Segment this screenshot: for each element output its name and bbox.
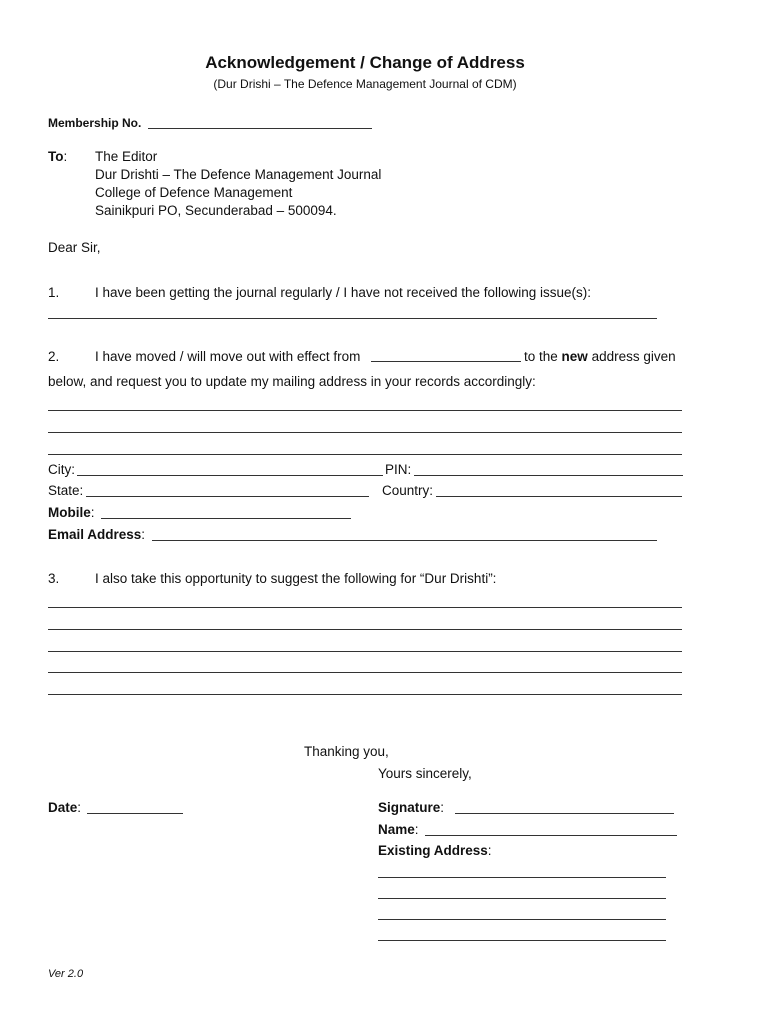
item2-text-c: address given [591,349,676,364]
name-field[interactable] [425,835,677,836]
city-label: City: [48,462,75,477]
date-colon: : [77,800,82,815]
pin-field[interactable] [414,475,683,476]
mobile-label-group [48,505,95,520]
recipient-line-1: The Editor [95,149,158,164]
name-label: Name [378,822,415,837]
signature-label: Signature [378,800,441,815]
version-label: Ver 2.0 [48,968,84,980]
recipient-line-4: Sainikpuri PO, Secunderabad – 500094. [95,203,337,218]
country-label: Country: [382,483,434,498]
suggestion-line-4[interactable] [48,672,682,673]
item1-issues-field[interactable] [48,318,657,319]
date-label: Date [48,800,78,815]
membership-number-field[interactable] [148,128,372,129]
state-label: State: [48,483,84,498]
item2-text-line2: below, and request you to update my mailing address in your records accordingly: [48,374,536,389]
recipient-line-2: Dur Drishti – The Defence Management Journal [95,167,382,182]
to-colon: : [63,149,68,164]
existing-address-line-4[interactable] [378,940,666,941]
date-label-group [48,800,81,815]
existing-address-colon: : [487,843,492,858]
item1-text: I have been getting the journal regularly / I have not received the following issue(s): [95,285,592,300]
recipient-line-3: College of Defence Management [95,185,293,200]
name-label-group [378,822,419,837]
new-address-line-3[interactable] [48,454,682,455]
to-label-group [48,149,67,164]
item2-text-b: to the [524,349,558,364]
date-field[interactable] [87,813,183,814]
email-label: Email Address [48,527,142,542]
city-field[interactable] [77,475,383,476]
item3-number: 3. [48,571,60,586]
yours-sincerely-text: Yours sincerely, [378,766,472,781]
item1-number: 1. [48,285,60,300]
signature-label-group [378,800,444,815]
membership-label: Membership No. [48,116,142,130]
mobile-label: Mobile [48,505,91,520]
name-colon: : [414,822,419,837]
signature-field[interactable] [455,813,674,814]
suggestion-line-3[interactable] [48,651,682,652]
country-field[interactable] [436,496,682,497]
item2-text-b-group [524,349,676,364]
email-colon: : [141,527,146,542]
item3-text: I also take this opportunity to suggest the following for “Dur Drishti”: [95,571,497,586]
existing-address-label: Existing Address [378,843,488,858]
salutation: Dear Sir, [48,240,101,255]
effective-date-field[interactable] [371,361,521,362]
item2-text-bold: new [561,349,588,364]
to-label: To [48,149,64,164]
suggestion-line-5[interactable] [48,694,682,695]
page-subtitle: (Dur Drishi – The Defence Management Journal of CDM) [213,77,517,91]
page-title: Acknowledgement / Change of Address [205,53,525,72]
new-address-line-1[interactable] [48,410,682,411]
signature-colon: : [440,800,445,815]
new-address-line-2[interactable] [48,432,682,433]
item2-text-a: I have moved / will move out with effect from [95,349,361,364]
existing-address-line-2[interactable] [378,898,666,899]
existing-address-line-1[interactable] [378,877,666,878]
suggestion-line-2[interactable] [48,629,682,630]
existing-address-label-group [378,843,492,858]
item2-number: 2. [48,349,60,364]
suggestion-line-1[interactable] [48,607,682,608]
thanking-text: Thanking you, [304,744,389,759]
mobile-field[interactable] [101,518,351,519]
state-field[interactable] [86,496,369,497]
existing-address-line-3[interactable] [378,919,666,920]
mobile-colon: : [90,505,95,520]
pin-label: PIN: [385,462,412,477]
email-field[interactable] [152,540,657,541]
email-label-group [48,527,145,542]
